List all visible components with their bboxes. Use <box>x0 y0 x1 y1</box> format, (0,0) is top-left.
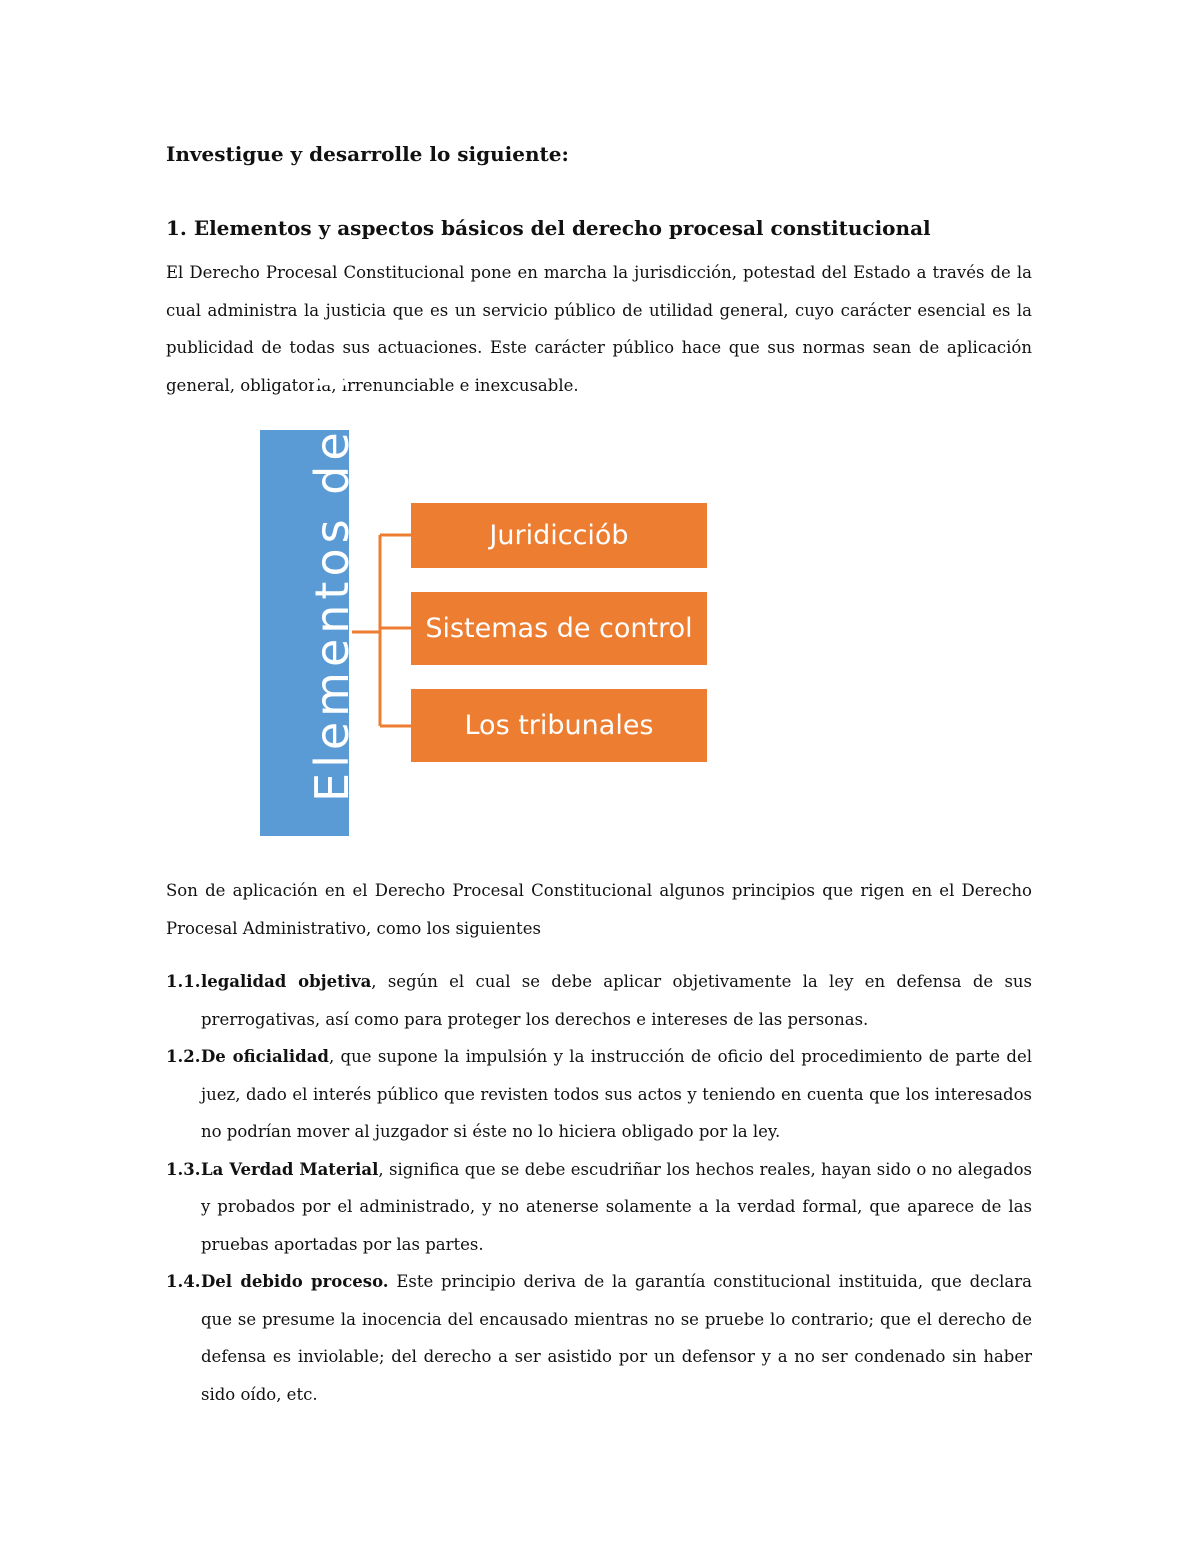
list-item-number: 1.1. <box>166 972 201 991</box>
intro-paragraph: El Derecho Procesal Constitucional pone en marcha la jurisdicción, potestad del Estado a través de la cual administra la justicia que es un servicio público de utilidad general, cuyo carácter esencial es la publicidad de todas sus actuaciones. Este carácter público hace que sus normas sean de aplicación general, obligatoria, irrenunciable e inexcusable. <box>166 263 1032 395</box>
list-item-number: 1.3. <box>166 1159 201 1179</box>
list-item <box>166 963 1032 1038</box>
list-item-term: Del debido proceso. <box>201 1272 389 1291</box>
list-item-text: , según el cual se debe aplicar objetivamente la ley en defensa de sus prerrogativas, así como para proteger los derechos e intereses de las personas. <box>201 972 1033 1029</box>
elements-diagram <box>260 349 720 836</box>
diagram-box-los-tribunales: Los tribunales <box>411 689 707 762</box>
list-item-text: , que supone la impulsión y la instrucción de oficio del procedimiento de parte del juez, dado el interés público que revisten todos sus actos y teniendo en cuenta que los interesados no podrían mover al juzgador si éste no lo hiciera obligado por la ley. <box>201 1047 1032 1141</box>
list-item-number: 1.4. <box>166 1272 201 1291</box>
list-item-term: La Verdad Material <box>201 1159 379 1179</box>
list-item-text: Este principio deriva de la garantía constitucional instituida, que declara que se presume la inocencia del encausado mientras no se pruebe lo contrario; que el derecho de defensa es inviolable; del derecho a ser asistido por un defensor y a no ser condenado sin haber sido oído, etc. <box>201 1272 1032 1404</box>
list-item-number: 1.2. <box>166 1047 201 1066</box>
list-item-term: De oficialidad <box>201 1047 329 1066</box>
diagram-vertical-label: Elementos del D <box>305 349 359 802</box>
list-item <box>166 1038 1032 1151</box>
intro-heading: Investigue y desarrolle lo siguiente: <box>166 142 569 166</box>
principles-list <box>166 963 1032 1413</box>
list-item <box>166 1151 1032 1264</box>
list-item-term: legalidad objetiva <box>201 972 372 991</box>
diagram-box-jurisdiccion: Juridicciób <box>411 503 707 568</box>
list-item-text: , significa que se debe escudriñar los hechos reales, hayan sido o no alegados y probados por el administrado, y no atenerse solamente a la verdad formal, que aparece de las pruebas aportadas por las partes. <box>201 1159 1032 1254</box>
diagram-box-sistemas-de-control: Sistemas de control <box>411 592 707 665</box>
principles-intro-paragraph: Son de aplicación en el Derecho Procesal Constitucional algunos principios que rigen en el Derecho Procesal Administrativo, como los siguientes <box>166 881 1032 938</box>
section-heading: 1. Elementos y aspectos básicos del derecho procesal constitucional <box>166 216 931 240</box>
list-item <box>166 1263 1032 1413</box>
